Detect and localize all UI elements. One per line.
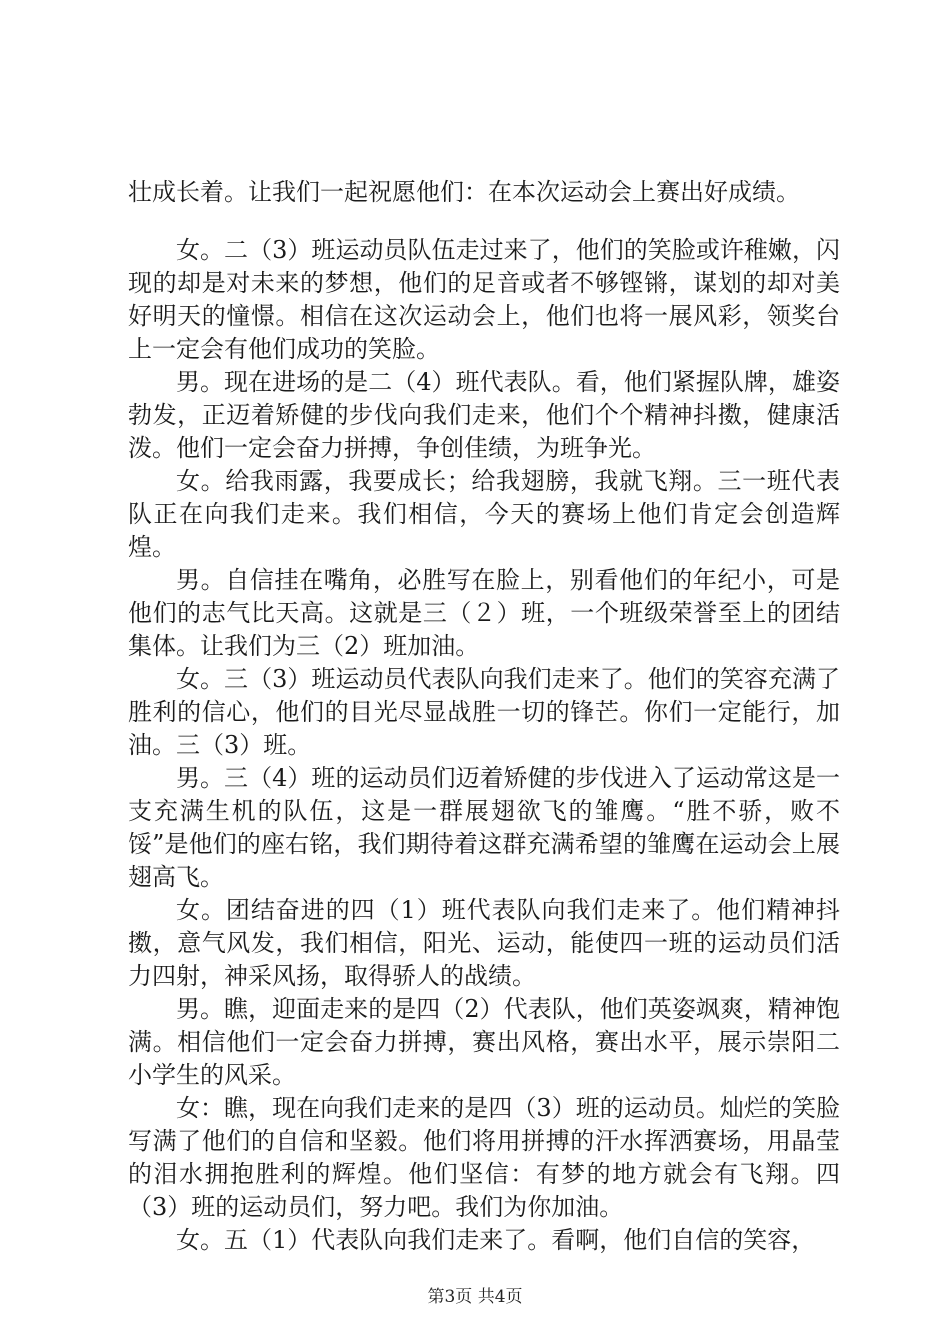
paragraph: 女。三（3）班运动员代表队向我们走来了。他们的笑容充满了胜利的信心，他们的目光尽显战胜一切的锋芒。你们一定能行，加油。三（3）班。 — [128, 665, 840, 759]
document-body — [128, 176, 840, 1257]
paragraph: 女：瞧，现在向我们走来的是四（3）班的运动员。灿烂的笑脸写满了他们的自信和坚毅。他们将用拼搏的汗水挥洒赛场，用晶莹的泪水拥抱胜利的辉煌。他们坚信：有梦的地方就会有飞翔。四（3）班的运动员们，努力吧。我们为你加油。 — [128, 1094, 840, 1221]
paragraph: 女。二（3）班运动员队伍走过来了，他们的笑脸或许稚嫩，闪现的却是对未来的梦想，他们的足音或者不够铿锵，谋划的却对美好明天的憧憬。相信在这次运动会上，他们也将一展风彩，领奖台上一定会有他们成功的笑脸。 — [128, 236, 840, 363]
page-number-footer: 第3页 共4页 — [427, 1287, 523, 1307]
paragraph: 男。自信挂在嘴角，必胜写在脸上，别看他们的年纪小，可是他们的志气比天高。这就是三（２）班，一个班级荣誉至上的团结集体。让我们为三（2）班加油。 — [128, 566, 840, 660]
continued-text: 壮成长着。让我们一起祝愿他们：在本次运动会上赛出好成绩。 — [128, 178, 800, 206]
paragraph: 女。团结奋进的四（1）班代表队向我们走来了。他们精神抖擞，意气风发，我们相信，阳光、运动，能使四一班的运动员们活力四射，神采风扬，取得骄人的战绩。 — [128, 896, 840, 990]
paragraph: 男。现在进场的是二（4）班代表队。看，他们紧握队牌，雄姿勃发，正迈着矫健的步伐向我们走来，他们个个精神抖擞，健康活泼。他们一定会奋力拼搏，争创佳绩，为班争光。 — [128, 368, 840, 462]
paragraph: 男。瞧，迎面走来的是四（2）代表队，他们英姿飒爽，精神饱满。相信他们一定会奋力拼搏，赛出风格，赛出水平，展示崇阳二小学生的风采。 — [128, 995, 840, 1089]
paragraph: 女。给我雨露，我要成长；给我翅膀，我就飞翔。三一班代表队正在向我们走来。我们相信，今天的赛场上他们肯定会创造辉煌。 — [128, 467, 840, 561]
paragraph: 女。五（1）代表队向我们走来了。看啊，他们自信的笑容， — [176, 1226, 816, 1254]
paragraph: 男。三（4）班的运动员们迈着矫健的步伐进入了运动常这是一支充满生机的队伍，这是一群展翅欲飞的雏鹰。“胜不骄，败不馁”是他们的座右铭，我们期待着这群充满希望的雏鹰在运动会上展翅高飞。 — [128, 764, 840, 891]
